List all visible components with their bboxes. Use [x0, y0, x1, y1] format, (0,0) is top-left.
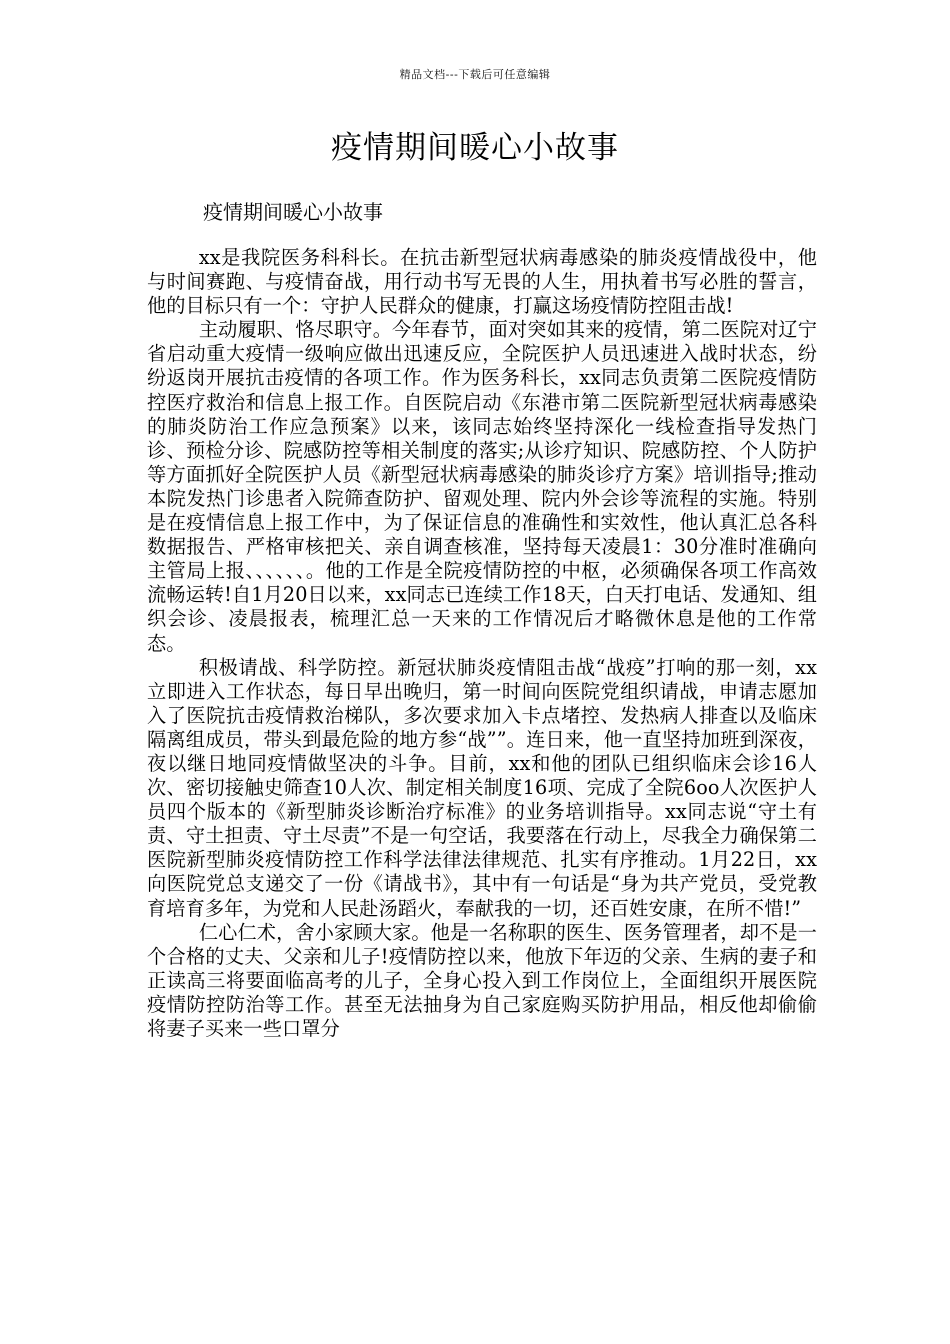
- page-header-note: 精品文档---下载后可任意编辑: [399, 68, 551, 81]
- body-paragraph: 主动履职、恪尽职守。今年春节，面对突如其来的疫情，第二医院对辽宁省启动重大疫情一级响应做出迅速反应，全院医护人员迅速进入战时状态，纷纷返岗开展抗击疫情的各项工作。作为医务科长，xx同志负责第二医院疫情防控医疗救治和信息上报工作。自医院启动《东港市第二医院新型冠状病毒感染的肺炎防治工作应急预案》以来，该同志始终坚持深化一线检查指导发热门诊、预检分诊、院感防控等相关制度的落实;从诊疗知识、院感防控、个人防护等方面抓好全院医护人员《新型冠状病毒感染的肺炎诊疗方案》培训指导;推动本院发热门诊患者入院筛查防护、留观处理、院内外会诊等流程的实施。特别是在疫情信息上报工作中，为了保证信息的准确性和实效性，他认真汇总各科数据报告、严格审核把关、亲自调查核准，坚持每天凌晨1：30分准时准确向主管局上报、、、、、、。他的工作是全院疫情防控的中枢，必须确保各项工作高效流畅运转!自1月20日以来，xx同志已连续工作18天，白天打电话、发通知、组织会诊、凌晨报表，梳理汇总一天来的工作情况后才略微休息是他的工作常态。: [147, 318, 817, 655]
- body-paragraph: 仁心仁术，舍小家顾大家。他是一名称职的医生、医务管理者，却不是一个合格的丈夫、父亲和儿子!疫情防控以来，他放下年迈的父亲、生病的妻子和正读高三将要面临高考的儿子，全身心投入到工作岗位上，全面组织开展医院疫情防控防治等工作。甚至无法抽身为自己家庭购买防护用品，相反他却偷偷将妻子买来一些口罩分: [147, 920, 817, 1040]
- document-subtitle: 疫情期间暖心小故事: [203, 200, 383, 224]
- body-paragraph: xx是我院医务科科长。在抗击新型冠状病毒感染的肺炎疫情战役中，他与时间赛跑、与疫情奋战，用行动书写无畏的人生，用执着书写必胜的誓言，他的目标只有一个：守护人民群众的健康，打赢这场疫情防控阻击战!: [147, 246, 817, 318]
- body-paragraph: 积极请战、科学防控。新冠状肺炎疫情阻击战“战疫”打响的那一刻，xx立即进入工作状态，每日早出晚归，第一时间向医院党组织请战，申请志愿加入了医院抗击疫情救治梯队，多次要求加入卡点堵控、发热病人排查以及临床隔离组成员，带头到最危险的地方参“战””。连日来，他一直坚持加班到深夜，夜以继日地同疫情做坚决的斗争。目前，xx和他的团队已组织临床会诊16人次、密切接触史筛查10人次、制定相关制度16项、完成了全院6oo人次医护人员四个版本的《新型肺炎诊断治疗标准》的业务培训指导。xx同志说“守土有责、守土担责、守土尽责”不是一句空话，我要落在行动上，尽我全力确保第二医院新型肺炎疫情防控工作科学法律法律规范、扎实有序推动。1月22日，xx向医院党总支递交了一份《请战书》，其中有一句话是“身为共产党员，受党教育培育多年，为党和人民赴汤蹈火，奉献我的一切，还百姓安康，在所不惜!”: [147, 655, 817, 920]
- document-title: 疫情期间暖心小故事: [331, 130, 619, 166]
- document-body: [147, 246, 817, 1041]
